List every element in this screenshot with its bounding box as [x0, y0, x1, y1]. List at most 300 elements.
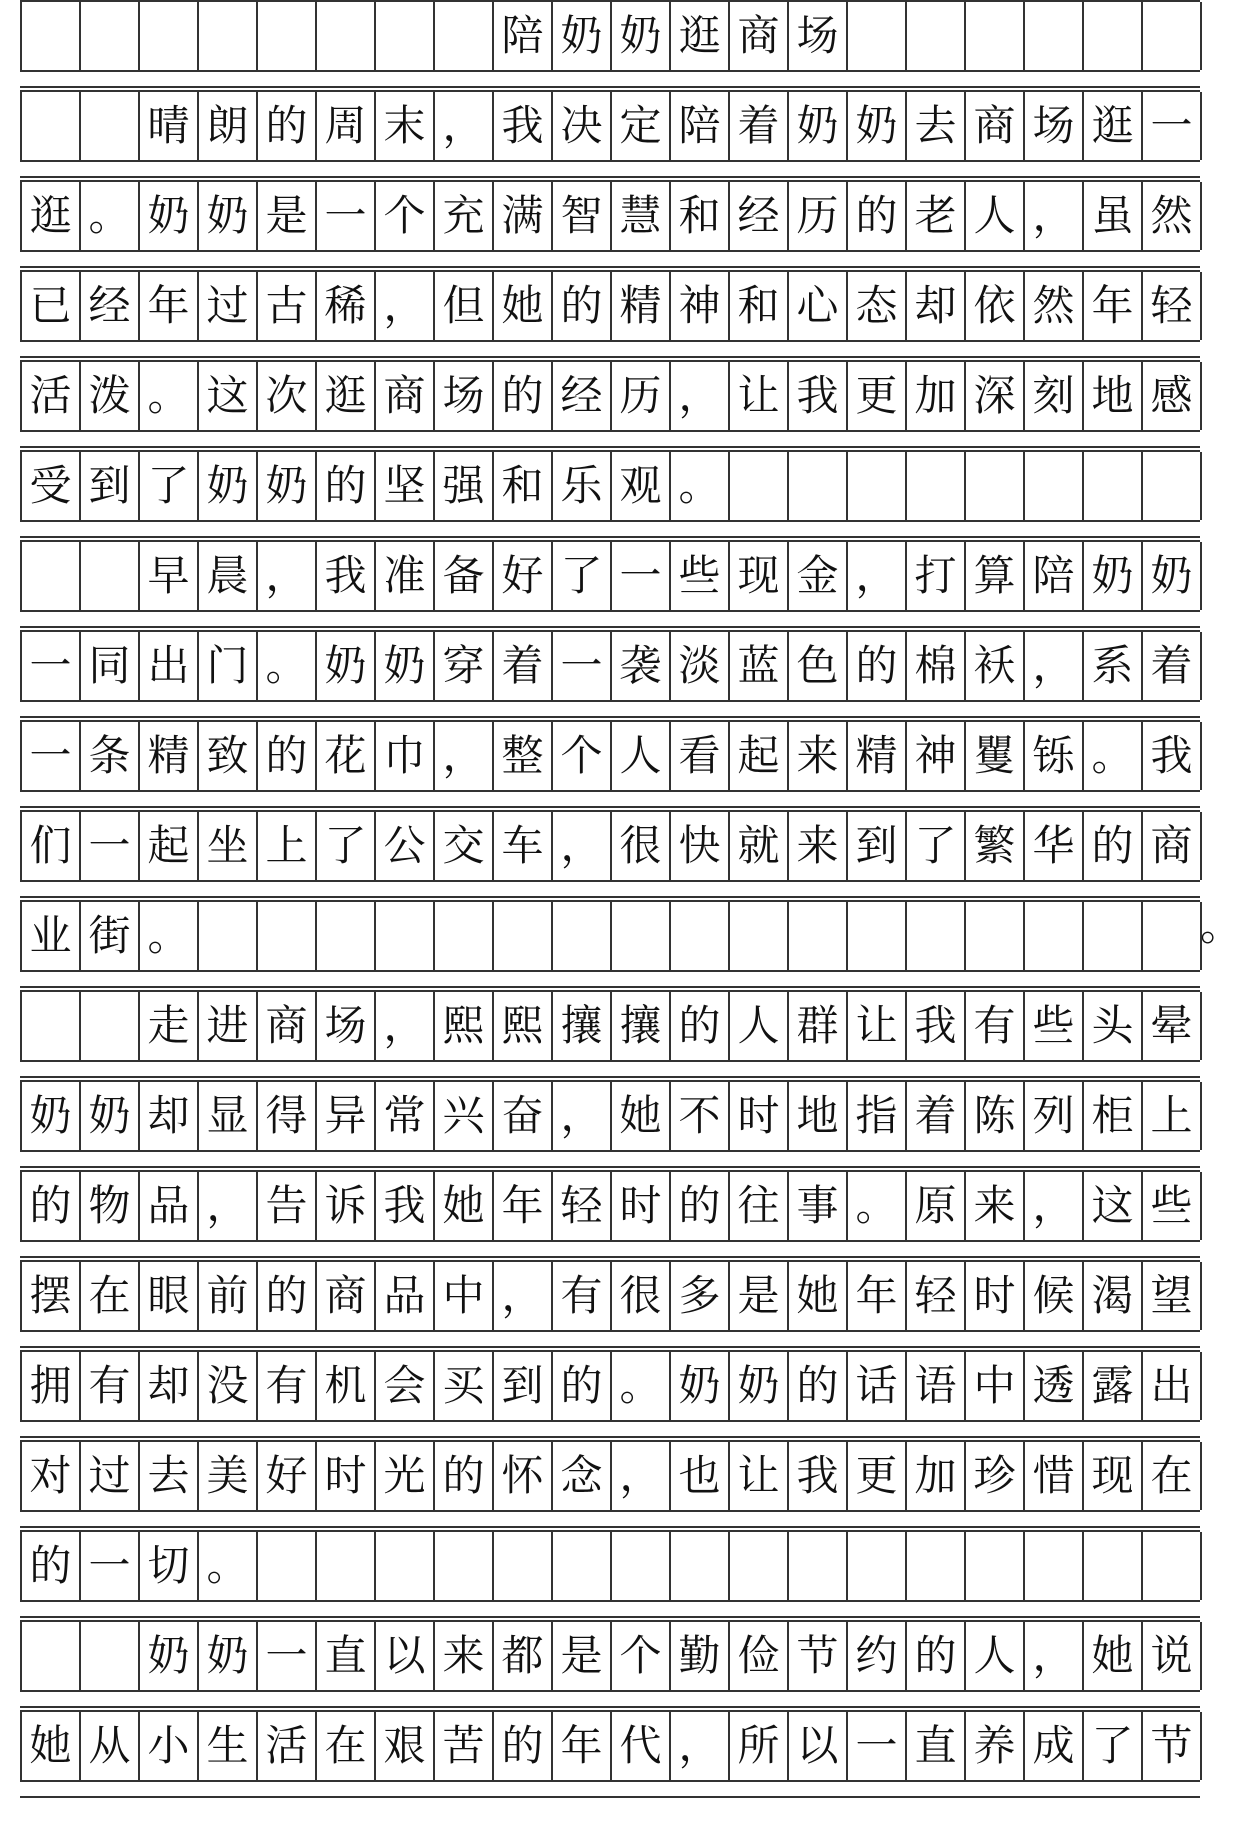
- grid-cell: 一: [1143, 92, 1202, 160]
- text-row: [20, 540, 1200, 612]
- grid-cell: 望: [1143, 1262, 1202, 1330]
- row-gap: [20, 1330, 1200, 1348]
- grid-cell: ，: [1025, 1622, 1084, 1690]
- grid-cell: 在: [317, 1712, 376, 1780]
- grid-cell: [966, 902, 1025, 970]
- row-gap: [20, 880, 1200, 898]
- grid-cell: 的: [258, 92, 317, 160]
- grid-cell: 花: [317, 722, 376, 790]
- grid-cell: 奶: [199, 1622, 258, 1690]
- grid-cell: ，: [612, 1442, 671, 1510]
- grid-cell: 让: [730, 362, 789, 430]
- grid-cell: 熙: [435, 992, 494, 1060]
- overflow-period: 。: [1200, 901, 1242, 950]
- grid-cell: 商: [730, 2, 789, 70]
- grid-cell: 奶: [199, 452, 258, 520]
- grid-cell: 年: [553, 1712, 612, 1780]
- grid-cell: 奶: [1084, 542, 1143, 610]
- grid-cell: 来: [789, 722, 848, 790]
- grid-cell: 和: [671, 182, 730, 250]
- grid-cell: [612, 902, 671, 970]
- grid-cell: 语: [907, 1352, 966, 1420]
- text-row: [20, 270, 1200, 342]
- grid-cell: 有: [553, 1262, 612, 1330]
- grid-cell: [1143, 452, 1202, 520]
- grid-cell: 历: [789, 182, 848, 250]
- grid-cell: 精: [140, 722, 199, 790]
- grid-cell: 候: [1025, 1262, 1084, 1330]
- grid-cell: 轻: [553, 1172, 612, 1240]
- grid-cell: 诉: [317, 1172, 376, 1240]
- grid-cell: 人: [966, 182, 1025, 250]
- grid-cell: 来: [435, 1622, 494, 1690]
- grid-cell: 去: [140, 1442, 199, 1510]
- grid-cell: 好: [258, 1442, 317, 1510]
- grid-cell: 场: [1025, 92, 1084, 160]
- grid-cell: 品: [376, 1262, 435, 1330]
- grid-cell: 从: [81, 1712, 140, 1780]
- grid-cell: 勤: [671, 1622, 730, 1690]
- grid-cell: 在: [81, 1262, 140, 1330]
- grid-cell: 泼: [81, 362, 140, 430]
- grid-cell: 我: [789, 362, 848, 430]
- grid-cell: 来: [789, 812, 848, 880]
- grid-cell: 我: [376, 1172, 435, 1240]
- grid-cell: 光: [376, 1442, 435, 1510]
- grid-cell: 周: [317, 92, 376, 160]
- grid-cell: 充: [435, 182, 494, 250]
- grid-cell: 很: [612, 1262, 671, 1330]
- grid-cell: [81, 92, 140, 160]
- grid-cell: 切: [140, 1532, 199, 1600]
- grid-cell: 美: [199, 1442, 258, 1510]
- grid-cell: 慧: [612, 182, 671, 250]
- grid-cell: 机: [317, 1352, 376, 1420]
- grid-cell: 没: [199, 1352, 258, 1420]
- grid-cell: 商: [258, 992, 317, 1060]
- grid-cell: 乐: [553, 452, 612, 520]
- grid-cell: 说: [1143, 1622, 1202, 1690]
- grid-cell: 逛: [22, 182, 81, 250]
- row-gap: [20, 160, 1200, 178]
- grid-cell: [907, 2, 966, 70]
- text-row: [20, 1530, 1200, 1602]
- grid-cell: 条: [81, 722, 140, 790]
- grid-cell: 。: [140, 362, 199, 430]
- grid-cell: ，: [671, 1712, 730, 1780]
- grid-cell: 直: [317, 1622, 376, 1690]
- grid-cell: 让: [848, 992, 907, 1060]
- grid-cell: 是: [258, 182, 317, 250]
- grid-cell: 备: [435, 542, 494, 610]
- grid-cell: 品: [140, 1172, 199, 1240]
- grid-cell: 神: [907, 722, 966, 790]
- grid-cell: 和: [494, 452, 553, 520]
- grid-cell: 熙: [494, 992, 553, 1060]
- grid-cell: 经: [81, 272, 140, 340]
- grid-cell: 苦: [435, 1712, 494, 1780]
- grid-cell: 一: [848, 1712, 907, 1780]
- grid-cell: [730, 452, 789, 520]
- grid-cell: 的: [789, 1352, 848, 1420]
- grid-cell: 事: [789, 1172, 848, 1240]
- grid-cell: [81, 542, 140, 610]
- grid-cell: [671, 902, 730, 970]
- grid-cell: 都: [494, 1622, 553, 1690]
- grid-cell: 到: [848, 812, 907, 880]
- grid-cell: [494, 1532, 553, 1600]
- grid-cell: [553, 1532, 612, 1600]
- grid-cell: [81, 992, 140, 1060]
- grid-cell: 的: [258, 722, 317, 790]
- grid-cell: 人: [730, 992, 789, 1060]
- row-gap: [20, 1600, 1200, 1618]
- grid-cell: ，: [376, 992, 435, 1060]
- grid-cell: [494, 902, 553, 970]
- grid-cell: 同: [81, 632, 140, 700]
- grid-cell: 的: [258, 1262, 317, 1330]
- grid-cell: 场: [317, 992, 376, 1060]
- grid-cell: 艰: [376, 1712, 435, 1780]
- grid-cell: [966, 2, 1025, 70]
- grid-cell: [789, 902, 848, 970]
- grid-cell: 得: [258, 1082, 317, 1150]
- grid-cell: 的: [22, 1172, 81, 1240]
- grid-cell: 走: [140, 992, 199, 1060]
- grid-cell: 我: [317, 542, 376, 610]
- grid-cell: 常: [376, 1082, 435, 1150]
- grid-cell: [199, 2, 258, 70]
- grid-cell: 她: [494, 272, 553, 340]
- grid-cell: 色: [789, 632, 848, 700]
- grid-cell: 一: [81, 1532, 140, 1600]
- grid-cell: 买: [435, 1352, 494, 1420]
- grid-cell: 成: [1025, 1712, 1084, 1780]
- text-row: [20, 630, 1200, 702]
- grid-cell: 攘: [612, 992, 671, 1060]
- grid-cell: ，: [553, 812, 612, 880]
- grid-cell: 古: [258, 272, 317, 340]
- grid-cell: 的: [1084, 812, 1143, 880]
- grid-cell: 养: [966, 1712, 1025, 1780]
- grid-cell: 穿: [435, 632, 494, 700]
- grid-cell: 观: [612, 452, 671, 520]
- row-gap: [20, 1510, 1200, 1528]
- grid-cell: [907, 1532, 966, 1600]
- grid-cell: 华: [1025, 812, 1084, 880]
- grid-cell: 这: [199, 362, 258, 430]
- grid-cell: 。: [258, 632, 317, 700]
- grid-cell: [907, 452, 966, 520]
- grid-cell: 她: [612, 1082, 671, 1150]
- grid-cell: 眼: [140, 1262, 199, 1330]
- grid-cell: 很: [612, 812, 671, 880]
- grid-cell: 一: [81, 812, 140, 880]
- grid-cell: [1084, 2, 1143, 70]
- grid-cell: 奶: [848, 92, 907, 160]
- row-gap: [20, 1240, 1200, 1258]
- grid-cell: 场: [435, 362, 494, 430]
- grid-cell: 是: [553, 1622, 612, 1690]
- grid-cell: 袭: [612, 632, 671, 700]
- grid-cell: [789, 1532, 848, 1600]
- grid-cell: 物: [81, 1172, 140, 1240]
- grid-cell: [22, 1622, 81, 1690]
- grid-cell: 的: [848, 632, 907, 700]
- grid-cell: 刻: [1025, 362, 1084, 430]
- grid-cell: [1143, 2, 1202, 70]
- grid-cell: 指: [848, 1082, 907, 1150]
- grid-cell: [1084, 452, 1143, 520]
- grid-cell: [81, 1622, 140, 1690]
- grid-cell: 更: [848, 1442, 907, 1510]
- grid-cell: 出: [140, 632, 199, 700]
- grid-cell: 着: [1143, 632, 1202, 700]
- grid-cell: ，: [376, 272, 435, 340]
- grid-cell: 奶: [22, 1082, 81, 1150]
- grid-cell: [81, 2, 140, 70]
- grid-cell: [1025, 452, 1084, 520]
- grid-cell: 出: [1143, 1352, 1202, 1420]
- grid-cell: 列: [1025, 1082, 1084, 1150]
- grid-cell: 地: [1084, 362, 1143, 430]
- grid-cell: 然: [1143, 182, 1202, 250]
- grid-cell: 的: [435, 1442, 494, 1510]
- grid-cell: 异: [317, 1082, 376, 1150]
- grid-cell: 人: [966, 1622, 1025, 1690]
- grid-cell: 兴: [435, 1082, 494, 1150]
- grid-cell: 活: [22, 362, 81, 430]
- grid-cell: [907, 902, 966, 970]
- grid-cell: 铄: [1025, 722, 1084, 790]
- grid-cell: 晴: [140, 92, 199, 160]
- grid-cell: 有: [258, 1352, 317, 1420]
- grid-cell: 所: [730, 1712, 789, 1780]
- grid-cell: 时: [966, 1262, 1025, 1330]
- grid-cell: 一: [22, 632, 81, 700]
- grid-cell: 上: [1143, 1082, 1202, 1150]
- grid-cell: 了: [553, 542, 612, 610]
- text-row: [20, 1350, 1200, 1422]
- grid-cell: ，: [848, 542, 907, 610]
- grid-cell: 往: [730, 1172, 789, 1240]
- grid-cell: [848, 1532, 907, 1600]
- grid-cell: 年: [494, 1172, 553, 1240]
- grid-cell: 奶: [140, 182, 199, 250]
- title-row: [20, 0, 1200, 72]
- grid-cell: 时: [730, 1082, 789, 1150]
- grid-cell: 的: [553, 272, 612, 340]
- grid-cell: 生: [199, 1712, 258, 1780]
- grid-cell: 奋: [494, 1082, 553, 1150]
- grid-cell: 轻: [1143, 272, 1202, 340]
- grid-cell: 中: [966, 1352, 1025, 1420]
- grid-cell: [1025, 902, 1084, 970]
- grid-cell: 更: [848, 362, 907, 430]
- grid-cell: 门: [199, 632, 258, 700]
- grid-cell: 渴: [1084, 1262, 1143, 1330]
- grid-cell: 这: [1084, 1172, 1143, 1240]
- grid-cell: [848, 2, 907, 70]
- grid-cell: 露: [1084, 1352, 1143, 1420]
- grid-cell: 奶: [730, 1352, 789, 1420]
- grid-cell: 商: [966, 92, 1025, 160]
- grid-cell: 。: [671, 452, 730, 520]
- grid-cell: 活: [258, 1712, 317, 1780]
- grid-cell: 直: [907, 1712, 966, 1780]
- grid-cell: 坚: [376, 452, 435, 520]
- grid-cell: [317, 2, 376, 70]
- grid-cell: 的: [494, 362, 553, 430]
- grid-cell: [789, 452, 848, 520]
- grid-cell: 节: [1143, 1712, 1202, 1780]
- grid-cell: 年: [848, 1262, 907, 1330]
- grid-cell: 早: [140, 542, 199, 610]
- grid-cell: 逛: [671, 2, 730, 70]
- grid-cell: 。: [1084, 722, 1143, 790]
- grid-cell: 公: [376, 812, 435, 880]
- row-gap: [20, 790, 1200, 808]
- grid-cell: [848, 902, 907, 970]
- grid-cell: ，: [494, 1262, 553, 1330]
- grid-cell: [258, 902, 317, 970]
- grid-cell: 原: [907, 1172, 966, 1240]
- row-gap: [20, 520, 1200, 538]
- grid-cell: 的: [494, 1712, 553, 1780]
- grid-cell: [1084, 902, 1143, 970]
- grid-cell: 已: [22, 272, 81, 340]
- grid-cell: 人: [612, 722, 671, 790]
- grid-cell: 业: [22, 902, 81, 970]
- text-row: [20, 900, 1200, 972]
- row-gap: [20, 340, 1200, 358]
- grid-cell: 过: [199, 272, 258, 340]
- grid-cell: 棉: [907, 632, 966, 700]
- grid-cell: 前: [199, 1262, 258, 1330]
- row-gap: [20, 430, 1200, 448]
- grid-cell: ，: [258, 542, 317, 610]
- grid-cell: 来: [966, 1172, 1025, 1240]
- grid-cell: 我: [907, 992, 966, 1060]
- grid-cell: [317, 1532, 376, 1600]
- text-row: [20, 720, 1200, 792]
- grid-cell: 起: [730, 722, 789, 790]
- grid-cell: 现: [1084, 1442, 1143, 1510]
- grid-cell: 。: [848, 1172, 907, 1240]
- row-gap: [20, 250, 1200, 268]
- grid-cell: 显: [199, 1082, 258, 1150]
- grid-cell: 攘: [553, 992, 612, 1060]
- grid-cell: 念: [553, 1442, 612, 1510]
- grid-cell: 我: [494, 92, 553, 160]
- grid-cell: 神: [671, 272, 730, 340]
- grid-cell: 满: [494, 182, 553, 250]
- grid-cell: 的: [848, 182, 907, 250]
- grid-cell: 决: [553, 92, 612, 160]
- grid-cell: 去: [907, 92, 966, 160]
- grid-cell: 惜: [1025, 1442, 1084, 1510]
- row-gap: [20, 970, 1200, 988]
- grid-cell: ，: [1025, 632, 1084, 700]
- grid-cell: [966, 1532, 1025, 1600]
- grid-cell: 奶: [1143, 542, 1202, 610]
- grid-cell: 车: [494, 812, 553, 880]
- grid-cell: 她: [22, 1712, 81, 1780]
- grid-cell: [730, 902, 789, 970]
- text-row: [20, 360, 1200, 432]
- grid-cell: 多: [671, 1262, 730, 1330]
- grid-cell: 约: [848, 1622, 907, 1690]
- row-gap: [20, 70, 1200, 88]
- text-row: [20, 810, 1200, 882]
- grid-cell: 加: [907, 1442, 966, 1510]
- grid-cell: 商: [317, 1262, 376, 1330]
- grid-cell: 淡: [671, 632, 730, 700]
- grid-cell: [22, 92, 81, 160]
- grid-cell: 个: [612, 1622, 671, 1690]
- grid-cell: 了: [317, 812, 376, 880]
- grid-cell: 一: [553, 632, 612, 700]
- grid-cell: [612, 1532, 671, 1600]
- grid-cell: [1143, 902, 1202, 970]
- grid-cell: [435, 902, 494, 970]
- grid-cell: ，: [671, 362, 730, 430]
- grid-cell: 些: [1025, 992, 1084, 1060]
- grid-cell: 着: [907, 1082, 966, 1150]
- grid-cell: 中: [435, 1262, 494, 1330]
- grid-cell: 节: [789, 1622, 848, 1690]
- grid-cell: 我: [1143, 722, 1202, 790]
- text-row: [20, 90, 1200, 162]
- grid-cell: [317, 902, 376, 970]
- grid-cell: 陪: [671, 92, 730, 160]
- grid-cell: 算: [966, 542, 1025, 610]
- grid-cell: 个: [553, 722, 612, 790]
- grid-cell: 智: [553, 182, 612, 250]
- row-gap: [20, 1150, 1200, 1168]
- text-row: [20, 1710, 1200, 1782]
- grid-cell: 奶: [553, 2, 612, 70]
- grid-cell: 地: [789, 1082, 848, 1150]
- grid-cell: 时: [317, 1442, 376, 1510]
- grid-cell: 会: [376, 1352, 435, 1420]
- grid-cell: 场: [789, 2, 848, 70]
- text-row: [20, 1170, 1200, 1242]
- grid-cell: 奶: [789, 92, 848, 160]
- grid-cell: [22, 992, 81, 1060]
- grid-cell: 些: [671, 542, 730, 610]
- grid-cell: 定: [612, 92, 671, 160]
- grid-cell: 受: [22, 452, 81, 520]
- grid-cell: ，: [1025, 182, 1084, 250]
- grid-cell: 逛: [317, 362, 376, 430]
- grid-cell: 拥: [22, 1352, 81, 1420]
- grid-cell: 。: [199, 1532, 258, 1600]
- grid-cell: [22, 542, 81, 610]
- grid-cell: 经: [553, 362, 612, 430]
- grid-cell: 她: [435, 1172, 494, 1240]
- grid-cell: 看: [671, 722, 730, 790]
- grid-cell: 准: [376, 542, 435, 610]
- grid-cell: 轻: [907, 1262, 966, 1330]
- grid-cell: [966, 452, 1025, 520]
- grid-cell: 繁: [966, 812, 1025, 880]
- grid-cell: 年: [1084, 272, 1143, 340]
- grid-cell: 着: [730, 92, 789, 160]
- grid-cell: 告: [258, 1172, 317, 1240]
- grid-cell: 快: [671, 812, 730, 880]
- grid-cell: [140, 2, 199, 70]
